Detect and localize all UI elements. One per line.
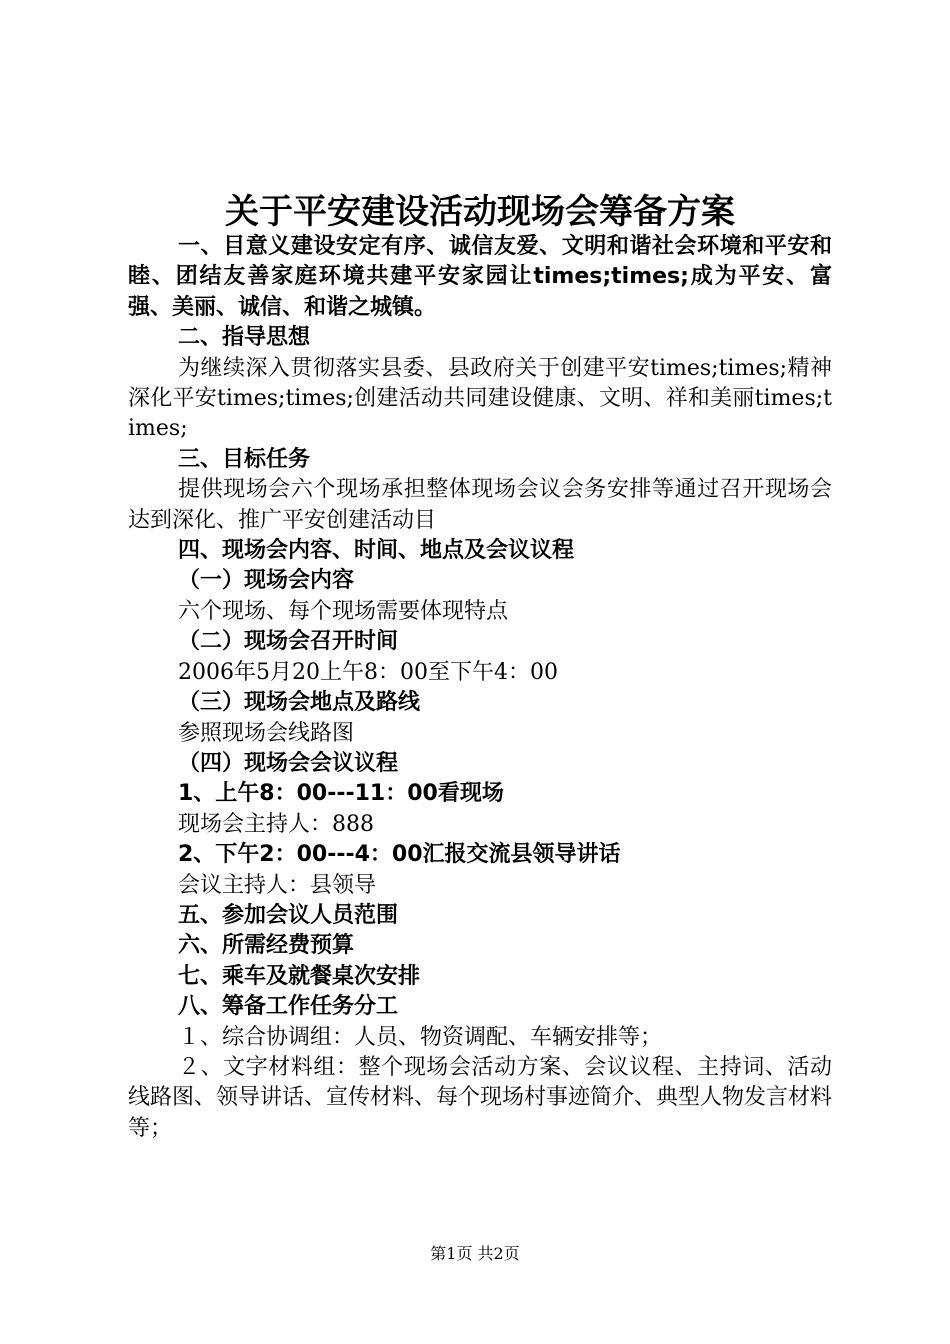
heading-attendees: 五、参加会议人员范围 [178,902,399,928]
heading-budget: 六、所需经费预算 [178,933,355,959]
agenda-item-afternoon: 2、下午2：00---4：00汇报交流县领导讲话 [178,842,621,868]
paragraph-time: 2006年5月20上午8：00至下午4：00 [178,659,558,685]
paragraph-writing-group: ２、文字材料组：整个现场会活动方案、会议议程、主持词、活动线路图、领导讲话、宣传材料、每个现场村事迹简介、典型人物发言材料等； [128,1054,833,1141]
heading-guiding-thought: 二、指导思想 [178,325,311,351]
heading-task-division: 八、筹备工作任务分工 [178,994,399,1020]
agenda-item-morning: 1、上午8：00---11：00看现场 [178,781,504,807]
subheading-content: （一）现场会内容 [178,568,355,594]
document-title: 关于平安建设活动现场会筹备方案 [225,192,735,232]
heading-goals: 三、目标任务 [178,446,311,472]
subheading-agenda: （四）现场会会议议程 [178,750,399,776]
subheading-location: （三）现场会地点及路线 [178,690,421,716]
agenda-host-morning: 现场会主持人：888 [178,811,374,837]
heading-transport-dining: 七、乘车及就餐桌次安排 [178,963,421,989]
paragraph-goals: 提供现场会六个现场承担整体现场会议会务安排等通过召开现场会达到深化、推广平安创建活动目 [128,477,832,533]
paragraph-coordination-group: １、综合协调组：人员、物资调配、车辆安排等； [178,1024,663,1050]
page-footer: 第1页 共2页 [430,1244,520,1263]
subheading-time: （二）现场会召开时间 [178,629,399,655]
paragraph-content: 六个现场、每个现场需要体现特点 [178,598,509,624]
agenda-host-afternoon: 会议主持人：县领导 [178,872,377,898]
paragraph-location: 参照现场会线路图 [178,720,355,746]
heading-meeting-details: 四、现场会内容、时间、地点及会议议程 [178,538,575,564]
paragraph-purpose: 一、目意义建设安定有序、诚信友爱、文明和谐社会环境和平安和睦、团结友善家庭环境共建平安家园让times;times;成为平安、富强、美丽、诚信、和谐之城镇。 [128,234,832,320]
paragraph-guiding-thought: 为继续深入贯彻落实县委、县政府关于创建平安times;times;精神深化平安times;times;创建活动共同建设健康、文明、祥和美丽times;times; [128,355,832,442]
document-body [128,188,832,1144]
